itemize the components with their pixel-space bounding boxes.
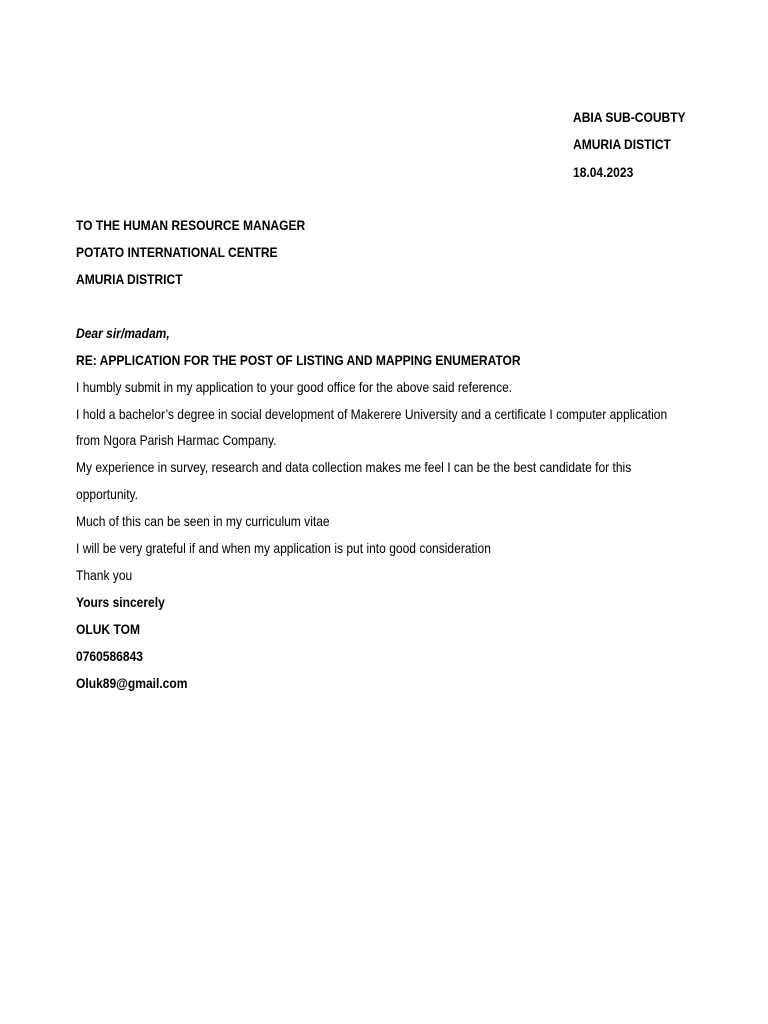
subject-line: RE: APPLICATION FOR THE POST OF LISTING AND MAPPING ENUMERATOR	[76, 352, 521, 368]
sender-address-line1: ABIA SUB-COUBTY	[573, 109, 686, 125]
sender-address-line2: AMURIA DISTICT	[573, 136, 671, 152]
thank-you-line: Thank you	[76, 567, 133, 583]
recipient-line1: TO THE HUMAN RESOURCE MANAGER	[76, 217, 306, 233]
closing-signoff: Yours sincerely	[76, 594, 165, 610]
body-paragraph-2-line2: from Ngora Parish Harmac Company.	[76, 432, 277, 448]
signatory-name: OLUK TOM	[76, 621, 140, 637]
body-paragraph-5: I will be very grateful if and when my application is put into good consideration	[76, 540, 491, 556]
body-paragraph-3-line1: My experience in survey, research and data collection makes me feel I can be the best candidate for this	[76, 459, 632, 475]
recipient-line2: POTATO INTERNATIONAL CENTRE	[76, 244, 278, 260]
body-paragraph-2-line1: I hold a bachelor’s degree in social development of Makerere University and a certificate I computer application	[76, 406, 668, 422]
body-paragraph-4: Much of this can be seen in my curriculum vitae	[76, 513, 330, 529]
signatory-phone: 0760586843	[76, 648, 143, 664]
body-paragraph-1: I humbly submit in my application to your good office for the above said reference.	[76, 379, 513, 395]
letter-date: 18.04.2023	[573, 164, 634, 180]
signatory-email: Oluk89@gmail.com	[76, 675, 188, 691]
body-paragraph-3-line2: opportunity.	[76, 486, 139, 502]
recipient-line3: AMURIA DISTRICT	[76, 271, 183, 287]
salutation: Dear sir/madam,	[76, 325, 170, 341]
